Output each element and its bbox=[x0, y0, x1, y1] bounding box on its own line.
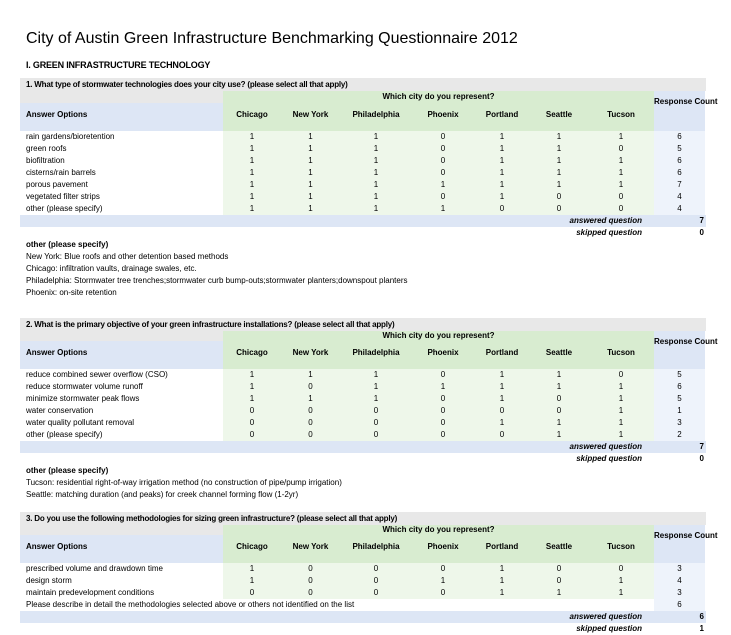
page-title: City of Austin Green Infrastructure Benchmarking Questionnaire 2012 bbox=[26, 30, 518, 47]
skipped-count: 1 bbox=[650, 623, 706, 635]
city-response-cell: 0 bbox=[223, 429, 281, 441]
city-response-cell: 1 bbox=[530, 143, 588, 155]
city-response-cell: 0 bbox=[412, 191, 474, 203]
city-header: Chicago bbox=[223, 103, 281, 131]
response-count-header: Response Count bbox=[654, 91, 705, 131]
city-response-cell: 0 bbox=[281, 417, 340, 429]
city-response-cell: 0 bbox=[412, 369, 474, 381]
city-response-cell: 1 bbox=[588, 393, 654, 405]
section-heading: I. GREEN INFRASTRUCTURE TECHNOLOGY bbox=[26, 60, 211, 70]
rows bbox=[20, 131, 706, 215]
city-header: Seattle bbox=[530, 103, 588, 131]
city-response-cell: 1 bbox=[530, 369, 588, 381]
city-header: Phoenix bbox=[412, 535, 474, 563]
city-response-cell: 1 bbox=[223, 563, 281, 575]
city-response-cell: 0 bbox=[588, 369, 654, 381]
city-response-cell: 1 bbox=[530, 429, 588, 441]
city-response-cell: 0 bbox=[340, 575, 412, 587]
header-spacer bbox=[20, 525, 223, 535]
answer-option-label: porous pavement bbox=[26, 180, 88, 189]
rows bbox=[20, 369, 706, 441]
city-response-cell: 1 bbox=[474, 381, 530, 393]
city-response-cell: 1 bbox=[281, 143, 340, 155]
city-header: New York bbox=[281, 103, 340, 131]
city-header: Philadelphia bbox=[340, 535, 412, 563]
response-count-cell: 3 bbox=[654, 563, 705, 575]
response-count-cell: 3 bbox=[654, 587, 705, 599]
other-response: Chicago: infiltration vaults, drainage swales, etc. bbox=[26, 264, 197, 273]
city-response-cell: 1 bbox=[340, 131, 412, 143]
other-response: Tucson: residential right-of-way irrigation method (no construction of pipe/pump irrigation) bbox=[26, 478, 342, 487]
response-count-cell: 3 bbox=[654, 417, 705, 429]
answer-options-header: Answer Options bbox=[20, 535, 223, 563]
city-response-cell: 1 bbox=[474, 143, 530, 155]
city-response-cell: 1 bbox=[474, 563, 530, 575]
answer-option-label: rain gardens/bioretention bbox=[26, 132, 115, 141]
city-response-cell: 1 bbox=[281, 369, 340, 381]
skipped-label: skipped question bbox=[20, 623, 650, 635]
answer-options-header: Answer Options bbox=[20, 103, 223, 131]
city-response-cell: 1 bbox=[588, 179, 654, 191]
city-response-cell: 1 bbox=[223, 167, 281, 179]
city-header: New York bbox=[281, 341, 340, 369]
city-response-cell: 0 bbox=[412, 393, 474, 405]
answer-option-label: reduce stormwater volume runoff bbox=[26, 382, 143, 391]
city-response-cell: 0 bbox=[223, 587, 281, 599]
city-header: Phoenix bbox=[412, 341, 474, 369]
response-table bbox=[20, 331, 718, 369]
city-header: Chicago bbox=[223, 341, 281, 369]
skipped-label: skipped question bbox=[20, 227, 650, 239]
city-response-cell: 1 bbox=[281, 131, 340, 143]
city-response-cell: 1 bbox=[530, 131, 588, 143]
other-response: Phoenix: on-site retention bbox=[26, 288, 117, 297]
city-response-cell: 0 bbox=[412, 417, 474, 429]
answer-option-label: other (please specify) bbox=[26, 204, 103, 213]
city-response-cell: 1 bbox=[340, 203, 412, 215]
city-response-cell: 0 bbox=[530, 203, 588, 215]
city-response-cell: 1 bbox=[474, 587, 530, 599]
city-response-cell: 1 bbox=[588, 417, 654, 429]
answer-option-label: biofiltration bbox=[26, 156, 65, 165]
city-response-cell: 1 bbox=[474, 155, 530, 167]
header-spacer bbox=[20, 91, 223, 103]
city-response-cell: 1 bbox=[340, 381, 412, 393]
city-response-cell: 1 bbox=[530, 167, 588, 179]
city-response-cell: 0 bbox=[281, 563, 340, 575]
response-count-cell: 6 bbox=[654, 155, 705, 167]
city-response-cell: 1 bbox=[412, 203, 474, 215]
which-city-header: Which city do you represent? bbox=[223, 525, 654, 535]
question-title: 3. Do you use the following methodologies for sizing green infrastructure? (please select all that apply) bbox=[20, 512, 706, 525]
city-response-cell: 1 bbox=[223, 155, 281, 167]
skipped-label: skipped question bbox=[20, 453, 650, 465]
city-response-cell: 0 bbox=[412, 167, 474, 179]
city-response-cell: 0 bbox=[530, 191, 588, 203]
city-response-cell: 1 bbox=[223, 179, 281, 191]
city-response-cell: 0 bbox=[588, 143, 654, 155]
question-1-block bbox=[20, 78, 718, 299]
city-response-cell: 1 bbox=[281, 393, 340, 405]
city-response-cell: 1 bbox=[474, 131, 530, 143]
city-response-cell: 0 bbox=[281, 381, 340, 393]
city-header: Portland bbox=[474, 103, 530, 131]
city-response-cell: 1 bbox=[223, 575, 281, 587]
city-response-cell: 1 bbox=[340, 155, 412, 167]
response-count-cell: 5 bbox=[654, 369, 705, 381]
city-response-cell: 1 bbox=[588, 167, 654, 179]
city-response-cell: 0 bbox=[281, 587, 340, 599]
header-spacer bbox=[20, 331, 223, 341]
which-city-header: Which city do you represent? bbox=[223, 331, 654, 341]
city-response-cell: 0 bbox=[281, 405, 340, 417]
answer-option-label: water conservation bbox=[26, 406, 94, 415]
rows bbox=[20, 563, 706, 599]
city-response-cell: 1 bbox=[474, 369, 530, 381]
city-response-cell: 1 bbox=[223, 143, 281, 155]
city-response-cell: 1 bbox=[340, 393, 412, 405]
city-header: Philadelphia bbox=[340, 341, 412, 369]
question-2-block bbox=[20, 318, 718, 501]
city-response-cell: 1 bbox=[223, 393, 281, 405]
city-response-cell: 1 bbox=[340, 143, 412, 155]
answer-option-label: design storm bbox=[26, 576, 72, 585]
city-response-cell: 1 bbox=[281, 155, 340, 167]
city-response-cell: 0 bbox=[412, 155, 474, 167]
city-response-cell: 1 bbox=[474, 167, 530, 179]
describe-label: Please describe in detail the methodologies selected above or others not identified on the list bbox=[26, 600, 355, 609]
city-response-cell: 1 bbox=[223, 191, 281, 203]
response-count-cell: 6 bbox=[654, 167, 705, 179]
city-header: Seattle bbox=[530, 535, 588, 563]
response-count-header: Response Count bbox=[654, 331, 705, 369]
city-response-cell: 0 bbox=[530, 575, 588, 587]
city-response-cell: 1 bbox=[530, 381, 588, 393]
city-response-cell: 1 bbox=[412, 575, 474, 587]
city-response-cell: 1 bbox=[588, 429, 654, 441]
city-response-cell: 1 bbox=[412, 381, 474, 393]
summary bbox=[20, 441, 706, 465]
answered-label: answered question bbox=[20, 611, 650, 623]
other-response: Seattle: matching duration (and peaks) for creek channel forming flow (1-2yr) bbox=[26, 490, 299, 499]
city-header: Tucson bbox=[588, 535, 654, 563]
city-response-cell: 1 bbox=[588, 131, 654, 143]
city-header: New York bbox=[281, 535, 340, 563]
city-response-cell: 0 bbox=[223, 405, 281, 417]
city-response-cell: 0 bbox=[412, 131, 474, 143]
city-response-cell: 1 bbox=[530, 155, 588, 167]
city-response-cell: 0 bbox=[474, 405, 530, 417]
response-table bbox=[20, 525, 718, 563]
response-count-cell: 6 bbox=[654, 381, 705, 393]
city-response-cell: 0 bbox=[588, 563, 654, 575]
city-header: Tucson bbox=[588, 103, 654, 131]
other-response: Philadelphia: Stormwater tree trenches;stormwater curb bump-outs;stormwater planters;downspout planters bbox=[26, 276, 408, 285]
city-response-cell: 0 bbox=[412, 587, 474, 599]
city-response-cell: 0 bbox=[223, 417, 281, 429]
city-response-cell: 0 bbox=[588, 203, 654, 215]
city-response-cell: 1 bbox=[530, 587, 588, 599]
city-response-cell: 0 bbox=[530, 405, 588, 417]
city-response-cell: 1 bbox=[588, 405, 654, 417]
city-response-cell: 1 bbox=[281, 167, 340, 179]
which-city-header: Which city do you represent? bbox=[223, 91, 654, 103]
city-response-cell: 0 bbox=[412, 429, 474, 441]
city-response-cell: 0 bbox=[412, 143, 474, 155]
response-count-cell: 4 bbox=[654, 191, 705, 203]
describe-row bbox=[20, 599, 706, 611]
other-heading: other (please specify) bbox=[26, 466, 109, 475]
skipped-count: 0 bbox=[650, 453, 706, 465]
city-response-cell: 0 bbox=[340, 429, 412, 441]
city-response-cell: 1 bbox=[281, 203, 340, 215]
city-response-cell: 0 bbox=[530, 393, 588, 405]
city-response-cell: 0 bbox=[281, 429, 340, 441]
answer-option-label: other (please specify) bbox=[26, 430, 103, 439]
city-response-cell: 1 bbox=[223, 203, 281, 215]
city-response-cell: 1 bbox=[588, 587, 654, 599]
city-response-cell: 1 bbox=[588, 155, 654, 167]
city-response-cell: 1 bbox=[474, 575, 530, 587]
city-header: Chicago bbox=[223, 535, 281, 563]
city-response-cell: 0 bbox=[340, 417, 412, 429]
response-count-cell: 5 bbox=[654, 143, 705, 155]
answered-count: 7 bbox=[650, 441, 706, 453]
other-heading: other (please specify) bbox=[26, 240, 109, 249]
response-count-cell: 2 bbox=[654, 429, 705, 441]
summary bbox=[20, 611, 706, 635]
city-response-cell: 0 bbox=[340, 405, 412, 417]
answer-option-label: vegetated filter strips bbox=[26, 192, 100, 201]
city-header: Portland bbox=[474, 341, 530, 369]
city-response-cell: 1 bbox=[474, 393, 530, 405]
summary bbox=[20, 215, 706, 239]
city-response-cell: 1 bbox=[412, 179, 474, 191]
response-count-header: Response Count bbox=[654, 525, 705, 563]
describe-count: 6 bbox=[654, 599, 705, 611]
answer-options-header: Answer Options bbox=[20, 341, 223, 369]
city-response-cell: 0 bbox=[588, 191, 654, 203]
city-response-cell: 1 bbox=[223, 369, 281, 381]
answered-label: answered question bbox=[20, 215, 650, 227]
city-response-cell: 1 bbox=[340, 167, 412, 179]
response-count-cell: 5 bbox=[654, 393, 705, 405]
question-3-block bbox=[20, 512, 718, 635]
response-count-cell: 1 bbox=[654, 405, 705, 417]
city-response-cell: 1 bbox=[340, 179, 412, 191]
city-response-cell: 1 bbox=[340, 191, 412, 203]
answer-option-label: green roofs bbox=[26, 144, 67, 153]
city-header: Portland bbox=[474, 535, 530, 563]
answered-count: 7 bbox=[650, 215, 706, 227]
city-response-cell: 0 bbox=[340, 563, 412, 575]
other-response: New York: Blue roofs and other detention based methods bbox=[26, 252, 229, 261]
city-response-cell: 0 bbox=[530, 563, 588, 575]
city-response-cell: 1 bbox=[588, 381, 654, 393]
city-response-cell: 0 bbox=[412, 405, 474, 417]
response-table bbox=[20, 91, 718, 131]
answer-option-label: cisterns/rain barrels bbox=[26, 168, 96, 177]
city-response-cell: 1 bbox=[588, 575, 654, 587]
skipped-count: 0 bbox=[650, 227, 706, 239]
answer-option-label: minimize stormwater peak flows bbox=[26, 394, 140, 403]
city-response-cell: 1 bbox=[530, 417, 588, 429]
city-response-cell: 1 bbox=[223, 381, 281, 393]
answer-option-label: maintain predevelopment conditions bbox=[26, 588, 155, 597]
answer-option-label: reduce combined sewer overflow (CSO) bbox=[26, 370, 168, 379]
city-response-cell: 1 bbox=[223, 131, 281, 143]
city-response-cell: 1 bbox=[530, 179, 588, 191]
city-header: Tucson bbox=[588, 341, 654, 369]
response-count-cell: 7 bbox=[654, 179, 705, 191]
city-response-cell: 0 bbox=[281, 575, 340, 587]
city-response-cell: 1 bbox=[340, 369, 412, 381]
city-response-cell: 0 bbox=[340, 587, 412, 599]
city-header: Phoenix bbox=[412, 103, 474, 131]
city-response-cell: 0 bbox=[474, 203, 530, 215]
answer-option-label: prescribed volume and drawdown time bbox=[26, 564, 163, 573]
city-response-cell: 1 bbox=[281, 179, 340, 191]
city-response-cell: 1 bbox=[474, 179, 530, 191]
response-count-cell: 4 bbox=[654, 575, 705, 587]
city-response-cell: 0 bbox=[412, 563, 474, 575]
city-response-cell: 0 bbox=[474, 429, 530, 441]
city-header: Philadelphia bbox=[340, 103, 412, 131]
question-title: 1. What type of stormwater technologies does your city use? (please select all that apply) bbox=[20, 78, 706, 91]
response-count-cell: 6 bbox=[654, 131, 705, 143]
question-title: 2. What is the primary objective of your green infrastructure installations? (please select all that apply) bbox=[20, 318, 706, 331]
answered-count: 6 bbox=[650, 611, 706, 623]
city-response-cell: 1 bbox=[474, 191, 530, 203]
city-response-cell: 1 bbox=[474, 417, 530, 429]
city-header: Seattle bbox=[530, 341, 588, 369]
response-count-cell: 4 bbox=[654, 203, 705, 215]
answered-label: answered question bbox=[20, 441, 650, 453]
city-response-cell: 1 bbox=[281, 191, 340, 203]
answer-option-label: water quality pollutant removal bbox=[26, 418, 135, 427]
